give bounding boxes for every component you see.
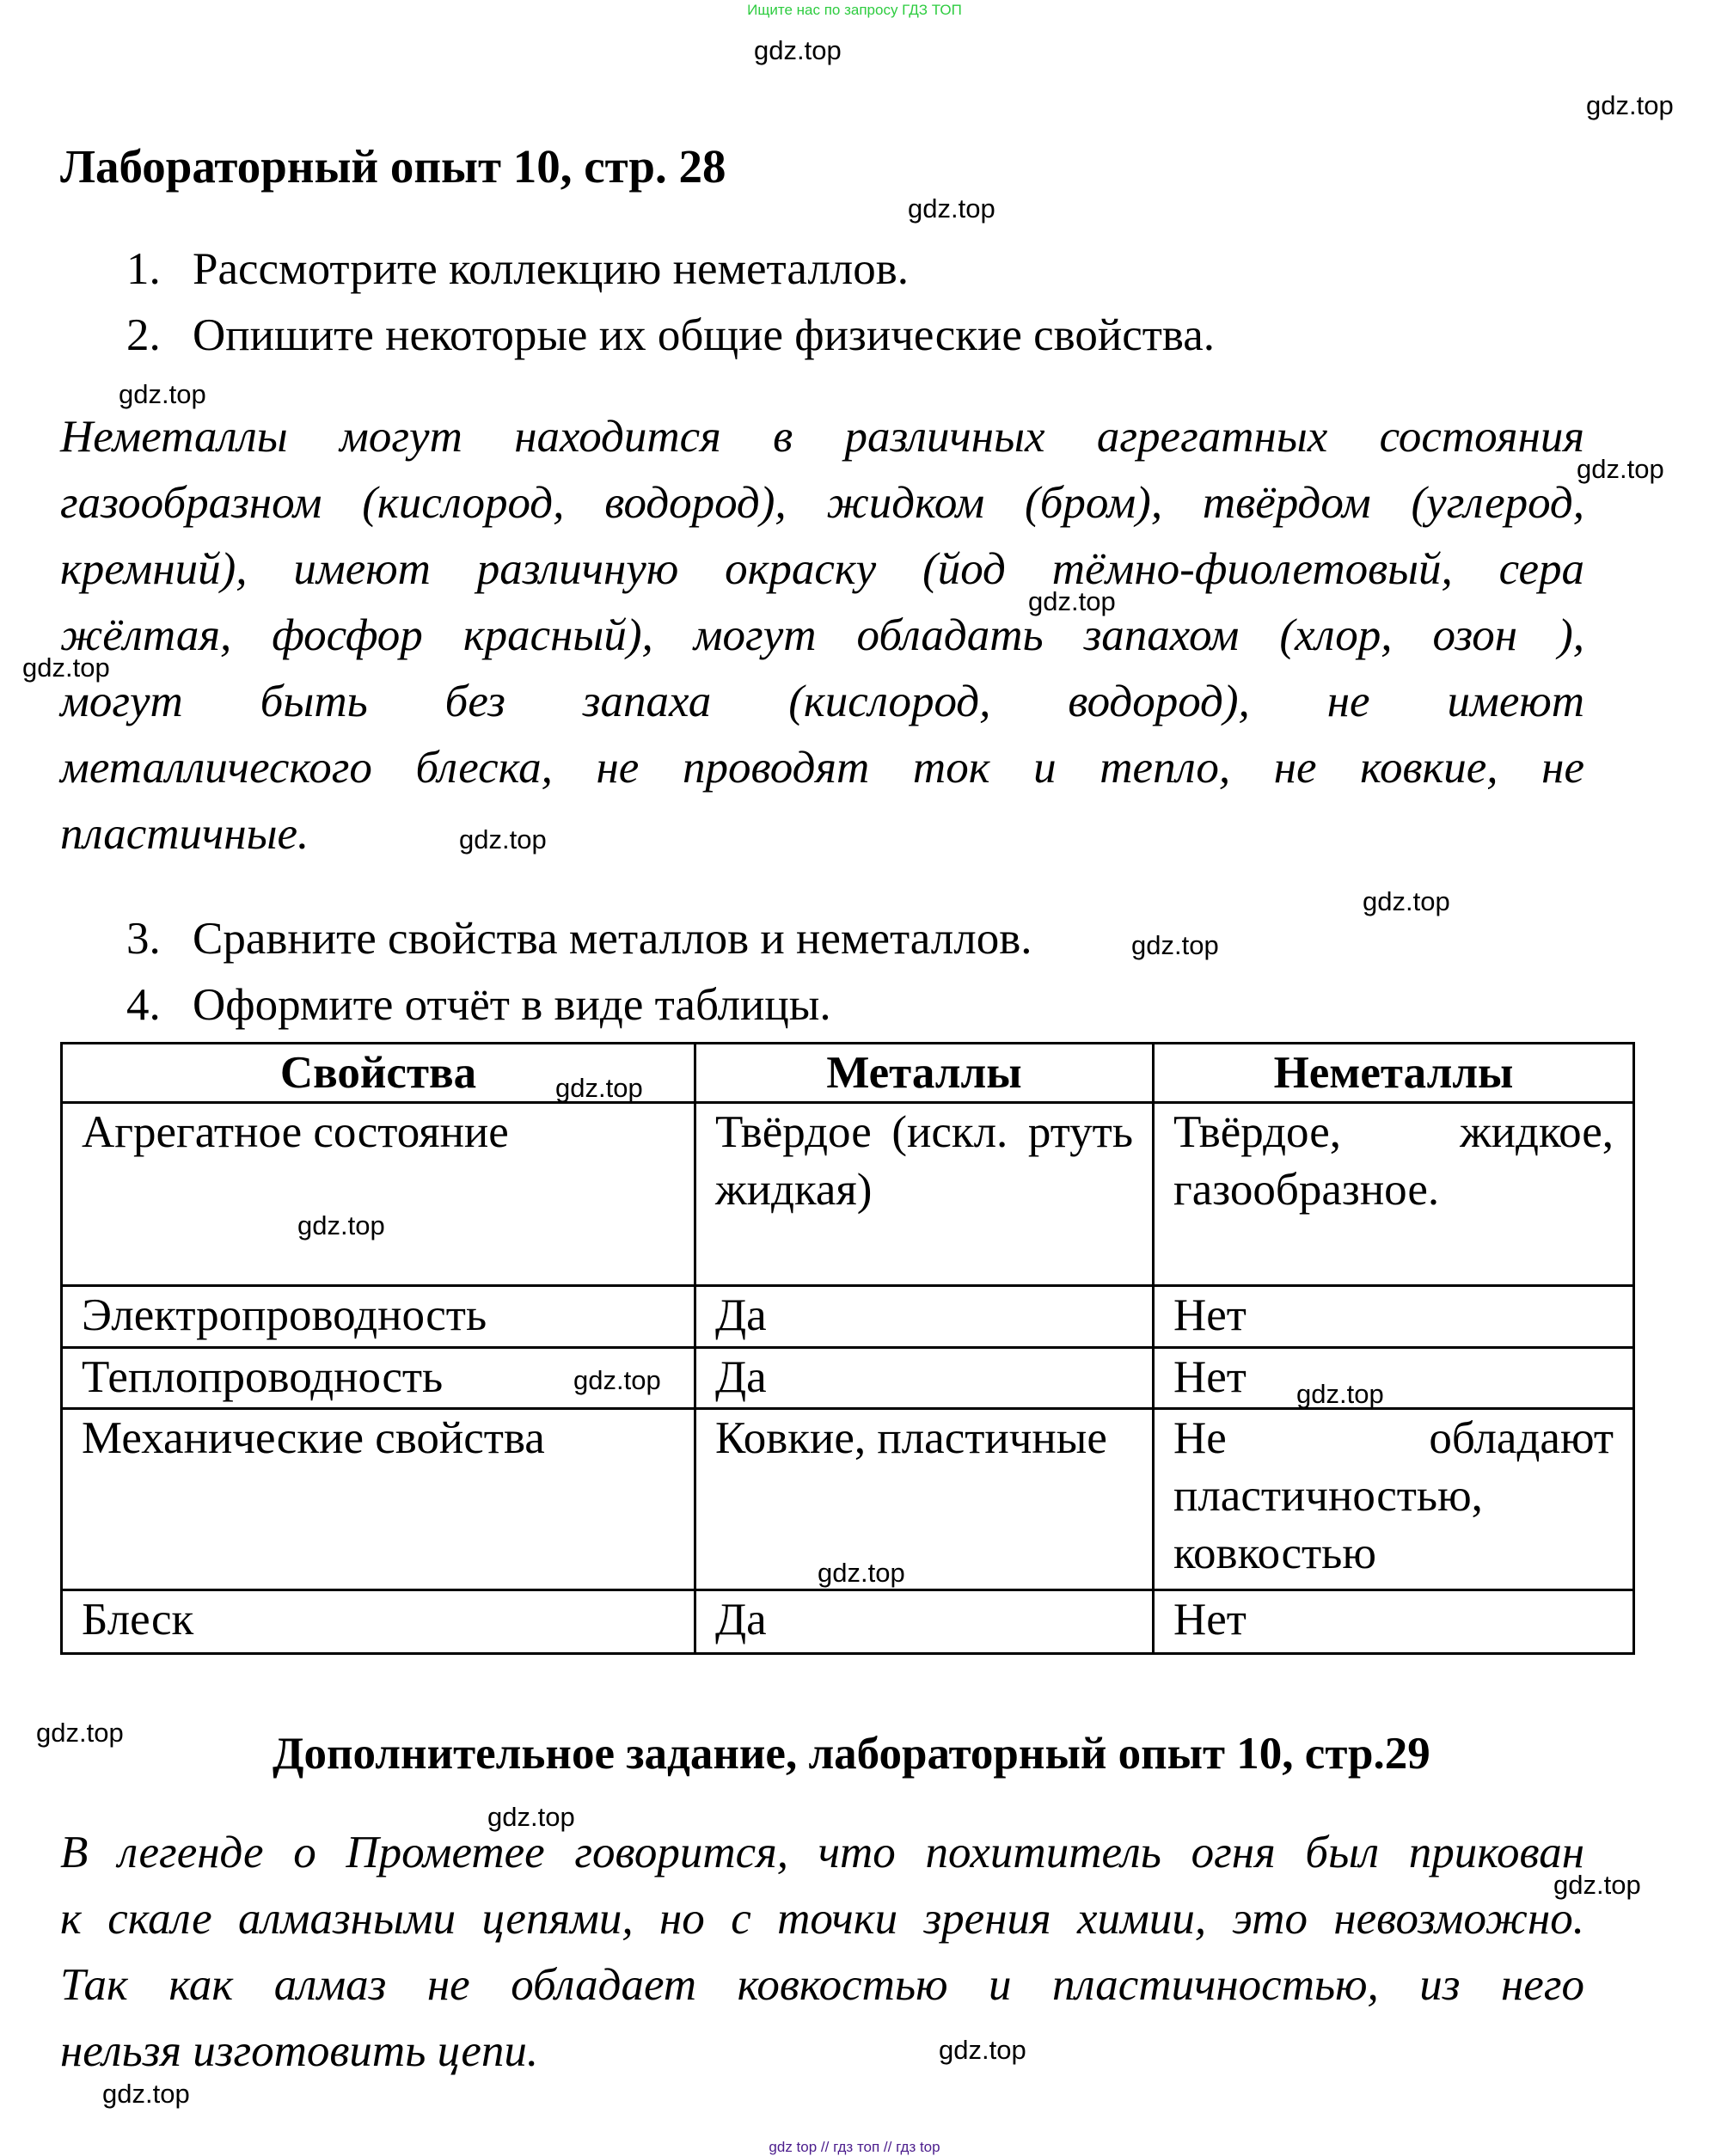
table-cell: Да bbox=[695, 1348, 1154, 1409]
table-header-row bbox=[62, 1044, 1634, 1103]
task-number: 3. bbox=[126, 914, 161, 964]
watermark: gdz.top bbox=[754, 35, 842, 65]
table-cell: Твёрдое (искл. ртуть жидкая) bbox=[695, 1103, 1154, 1286]
answer-line: пластичные. bbox=[60, 809, 309, 859]
task-text: Оформите отчёт в виде таблицы. bbox=[193, 980, 831, 1030]
watermark: gdz.top bbox=[939, 2035, 1026, 2065]
table-cell: Да bbox=[695, 1286, 1154, 1348]
answer-line: могут быть без запаха (кислород, водород), не имеют bbox=[60, 677, 1584, 726]
table-row bbox=[62, 1103, 1634, 1286]
watermark: gdz.top bbox=[1553, 1870, 1641, 1900]
task-text: Опишите некоторые их общие физические свойства. bbox=[193, 310, 1215, 360]
table-cell: Теплопроводность bbox=[62, 1348, 695, 1409]
answer-line: газообразном (кислород, водород), жидком (бром), твёрдом (углерод, bbox=[60, 478, 1584, 528]
watermark: gdz.top bbox=[573, 1365, 661, 1395]
task-text: Рассмотрите коллекцию неметаллов. bbox=[193, 244, 910, 294]
table-row bbox=[62, 1590, 1634, 1654]
table-cell: Ковкие, пластичные bbox=[695, 1409, 1154, 1590]
page-title: Лабораторный опыт 10, стр. 28 bbox=[60, 140, 726, 193]
answer-line: жёлтая, фосфор красный), могут обладать запахом (хлор, озон ), bbox=[60, 610, 1584, 660]
table-cell: Блеск bbox=[62, 1590, 695, 1654]
table-cell: Нет bbox=[1154, 1286, 1634, 1348]
watermark: gdz.top bbox=[555, 1073, 643, 1103]
table-cell: Электропроводность bbox=[62, 1286, 695, 1348]
answer-line: металлического блеска, не проводят ток и тепло, не ковкие, не bbox=[60, 743, 1584, 793]
header-nonmetals: Неметаллы bbox=[1154, 1044, 1634, 1103]
task-number: 1. bbox=[126, 244, 161, 294]
answer-line: Неметаллы могут находится в различных агрегатных состояния bbox=[60, 412, 1584, 462]
watermark: gdz.top bbox=[36, 1718, 124, 1748]
table-cell: Нет bbox=[1154, 1348, 1634, 1409]
task-text: Сравните свойства металлов и неметаллов. bbox=[193, 914, 1032, 964]
watermark: gdz.top bbox=[1131, 930, 1219, 960]
watermark: gdz.top bbox=[1577, 454, 1664, 484]
watermark: gdz.top bbox=[1296, 1379, 1384, 1409]
watermark: gdz.top bbox=[459, 824, 547, 854]
footer-links: gdz top // гдз топ // гдз top bbox=[769, 2139, 940, 2155]
search-banner: Ищите нас по запросу ГДЗ ТОП bbox=[747, 2, 962, 18]
header-metals: Металлы bbox=[695, 1044, 1154, 1103]
watermark: gdz.top bbox=[818, 1558, 905, 1588]
watermark: gdz.top bbox=[102, 2079, 190, 2109]
answer-line: кремний), имеют различную окраску (йод тёмно-фиолетовый, сера bbox=[60, 544, 1584, 594]
table-cell: Не обладают пластичностью, ковкостью bbox=[1154, 1409, 1634, 1590]
watermark: gdz.top bbox=[297, 1210, 385, 1240]
watermark: gdz.top bbox=[1363, 886, 1450, 916]
table-cell: Да bbox=[695, 1590, 1154, 1654]
task-number: 4. bbox=[126, 980, 161, 1030]
table-cell: Механические свойства bbox=[62, 1409, 695, 1590]
table-row bbox=[62, 1286, 1634, 1348]
table-cell: Агрегатное состояние bbox=[62, 1103, 695, 1286]
table-row bbox=[62, 1348, 1634, 1409]
watermark: gdz.top bbox=[487, 1802, 575, 1832]
watermark: gdz.top bbox=[22, 652, 110, 683]
table-cell: Нет bbox=[1154, 1590, 1634, 1654]
task-number: 2. bbox=[126, 310, 161, 360]
watermark: gdz.top bbox=[1586, 90, 1674, 120]
watermark: gdz.top bbox=[1028, 586, 1116, 616]
extra-task-title: Дополнительное задание, лабораторный опыт 10, стр.29 bbox=[273, 1729, 1430, 1779]
table-cell: Твёрдое, жидкое, газообразное. bbox=[1154, 1103, 1634, 1286]
watermark: gdz.top bbox=[119, 379, 206, 409]
extra-line: Так как алмаз не обладает ковкостью и пластичностью, из него bbox=[60, 1960, 1584, 2010]
extra-line: к скале алмазными цепями, но с точки зрения химии, это невозможно. bbox=[60, 1894, 1584, 1944]
header-properties: Свойства bbox=[62, 1044, 695, 1103]
extra-line: В легенде о Прометее говорится, что похититель огня был прикован bbox=[60, 1828, 1584, 1877]
extra-line: нельзя изготовить цепи. bbox=[60, 2026, 539, 2076]
watermark: gdz.top bbox=[908, 193, 995, 224]
